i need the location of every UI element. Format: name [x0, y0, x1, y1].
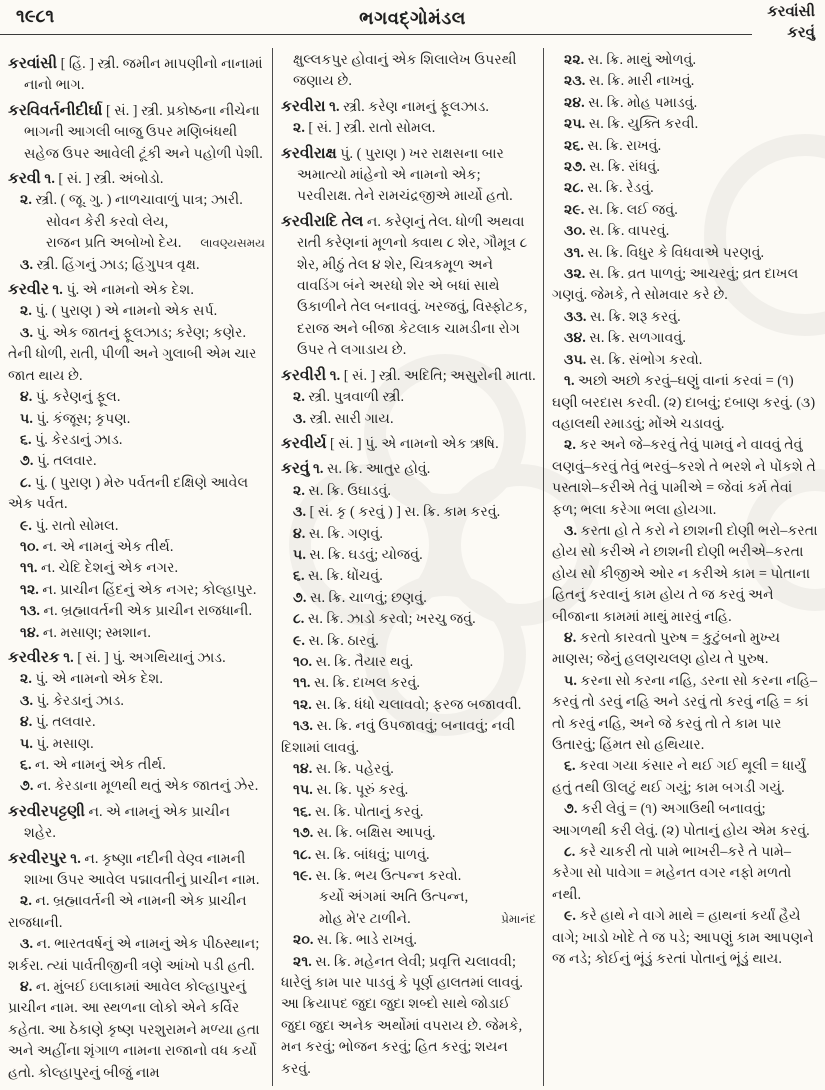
entry-paragraph: કરવું ૧. સ. ક્રિ. આતુર હોવું.: [281, 460, 431, 478]
sense-number: ૨.: [20, 192, 32, 209]
sense-number: ૬.: [20, 431, 32, 448]
page-title: ભગવદ્ગોમંડલ: [359, 8, 466, 28]
sense-number: ૭.: [564, 801, 578, 818]
sense-line: ૧૯. સ. ક્રિ. ભય ઉત્પન્ન કરવો.: [293, 868, 462, 885]
sense-line: ૧૦. ન. એ નામનું એક તીર્થ.: [20, 538, 174, 555]
entry-paragraph: કરવીર્ય [ સં. ] પું. એ નામનો એક ઋષિ.: [281, 434, 499, 452]
sense-number: ૨૬.: [564, 137, 584, 154]
sense-line: ૩. [ સં. કૃ ( કરવું ) ] સ. ક્રિ. કામ કરવું.: [293, 504, 501, 521]
sense-line: ૨. સ્ત્રી. પુત્રવાળી સ્ત્રી.: [293, 389, 405, 406]
sense-number: ૧૮.: [293, 846, 312, 863]
sense-line: ૮. કરે ચાકરી તો પામે ભાખરી–કરે તે પામે–કરેગા સો પાવેગા = મહેનત વગર નફો મળતો નથી.: [552, 844, 792, 903]
sense-line: ૨૩. સ. ક્રિ. મારી નાખવું.: [564, 73, 695, 90]
sense-number: ૧૧.: [20, 560, 38, 577]
sense-line: ૭. પું. તલવાર.: [20, 453, 97, 470]
sense-number: ૨.: [20, 303, 32, 320]
sense-line: ૨૭. સ. ક્રિ. રાંધવું.: [564, 159, 660, 176]
headword: કરવીર્ય: [281, 434, 327, 452]
sense-number: ૧૭.: [293, 825, 314, 842]
sense-number: ૧.: [329, 367, 341, 384]
sense-line: ૨૪. સ. ક્રિ. મોહ પમાડવું.: [564, 94, 698, 111]
sense-line: ૨. ન. બ્રહ્માવર્તની એ નામની એક પ્રાચીન રાજધાની.: [8, 893, 247, 931]
sense-number: ૩૫.: [564, 351, 587, 368]
sense-number: ૩૪.: [564, 330, 586, 347]
sense-number: ૨૫.: [564, 116, 586, 133]
verse-citation-line: [281, 909, 536, 930]
sense-line: ૨૧. સ. ક્રિ. મહેનત લેવી; પ્રવૃત્તિ ચલાવવી; ધારેલું કામ પાર પાડવું કે પૂર્ણ હાલતમાં લાવવું. આ ક્રિયાપદ જુદા જુદા શબ્દો સાથે જોડાઈ જુદા જુદા અનેક અર્થોમાં વપરાય છે. જેમકે, મન કરવું; ભોજન કરવું; હિત કરવું; શયન કરવું.: [281, 953, 523, 1077]
sense-line: ૫. કરના સો કરના નહિ, ડરના સો કરના નહિ–કરવું તો ડરવું નહિ અને ડરવું તો કરવું નહિ = કાં તો કરવું નહિ, અને જે કરવું તો તે કામ પાર ઉતારવું; હિંમત સો હથિયાર.: [552, 672, 818, 753]
continuation-paragraph: ક્ષુલ્લકપુર હોવાનું એક શિલાલેખ ઉપરથી જણાય છે.: [293, 52, 517, 90]
sense-number: ૨.: [20, 893, 32, 910]
sense-number: ૩.: [20, 936, 33, 953]
verse-line: સોવન કેરી કરવો લેય,: [46, 213, 169, 230]
sense-number: ૧.: [63, 649, 74, 666]
header-rule: [0, 34, 752, 35]
headword: કરવી: [8, 170, 41, 188]
sense-line: ૧૩. સ. ક્રિ. નવું ઉપજાવવું; બનાવવું; નવી દિશામાં લાવવું.: [281, 718, 516, 756]
sense-line: ૨૫. સ. ક્રિ. યુક્તિ કરવી.: [564, 116, 699, 133]
column-2: [273, 48, 544, 1086]
sense-number: ૩.: [293, 410, 306, 427]
sense-line: ૩. સ્ત્રી. હિંગનું ઝાડ; હિંગુપત્ર વૃક્ષ.: [20, 256, 200, 273]
sense-line: ૧૮. સ. ક્રિ. બાંધવું; પાળવું.: [293, 846, 430, 863]
sense-number: ૧.: [312, 461, 324, 478]
sense-number: ૩.: [293, 504, 306, 521]
sense-line: ૪. ન. મુંબઈ ઇલાકામાં આવેલ કોલ્હાપુરનું પ્રાચીન નામ. આ સ્થળના લોકો એને કર્વિર કહેતા. આ ઠેકાણે કૃષ્ણ પરશુરામને મળ્યા હતા અને અહીંના શૃંગાળ નામના રાજાનો વધ કર્યો હતો. કોલ્હાપુરનું બીજું નામ: [8, 979, 260, 1081]
sense-line: ૪. કરતો કારવતો પુરુષ = કુટુંબનો મુખ્ય માણસ; જેનું હલણચલણ હોય તે પુરુષ.: [552, 629, 781, 668]
sense-number: ૧.: [70, 850, 81, 867]
sense-line: ૪. સ. ક્રિ. ગણવું.: [293, 525, 383, 542]
headword: કરવીરા: [281, 97, 326, 115]
sense-number: ૧૨.: [20, 581, 39, 598]
column-1: [0, 48, 273, 1086]
sense-line: ૩૦. સ. ક્રિ. વાપરવું.: [564, 223, 670, 240]
headword: કરવીરાક્ષ: [281, 144, 337, 162]
sense-number: ૩.: [20, 692, 33, 709]
sense-number: ૧૪.: [293, 761, 313, 777]
entry-paragraph: કરવી ૧. [ સં. ] સ્ત્રી. અંબોડો.: [8, 170, 164, 188]
sense-number: ૪.: [20, 979, 33, 996]
sense-line: ૩૩. સ. ક્રિ. શરૂ કરવું.: [564, 308, 681, 325]
headword: કરવીરપુર: [8, 849, 67, 867]
sense-number: ૧૦.: [20, 538, 40, 555]
headword: કરવું: [281, 460, 310, 478]
sense-line: ૬. ન. એ નામનું એક તીર્થ.: [20, 757, 166, 773]
verse-citation-line: [8, 233, 265, 254]
sense-number: ૧૫.: [293, 782, 313, 799]
sense-line: ૨. પું. ( પુરાણ ) એ નામનો એક સર્પ.: [20, 303, 218, 320]
sense-line: ૨૬. સ. ક્રિ. રાખવું.: [564, 137, 662, 154]
sense-line: ૭. કરી લેવું = (૧) અગાઉથી બનાવવું; આગળથી કરી લેવું. (૨) પોતાનું હોય એમ કરવું.: [552, 801, 810, 839]
sense-line: ૮. પું. ( પુરાણ ) મેરુ પર્વતની દક્ષિણે આવેલ એક પર્વત.: [8, 474, 249, 513]
sense-number: ૨.: [564, 437, 576, 454]
sense-number: ૮.: [293, 611, 305, 628]
sense-number: ૧૩.: [293, 718, 313, 735]
sense-number: ૮.: [564, 844, 576, 861]
entry-paragraph: કરવીરપુર ૧. ન. કૃષ્ણા નદીની વેણ્વ નામની શાખા ઉપર આવેલ પદ્માવતીનું પ્રાચીન નામ.: [8, 849, 260, 889]
headword: કરવીરક: [8, 648, 60, 666]
entry-paragraph: કરવીરક ૧. [ સં. ] પું. અગથિયાનું ઝાડ.: [8, 648, 226, 666]
sense-line: ૭. સ. ક્રિ. ચાળવું; છણવું.: [293, 589, 427, 606]
sense-number: ૧.: [329, 98, 340, 115]
sense-line: ૬. કરવા ગયા કંસાર ને થઈ ગઈ થૂલી = ધાર્યું હતું તથી ઊલટું થઈ ગયું; કામ બગડી ગયું.: [552, 758, 806, 796]
sense-number: ૪.: [293, 525, 306, 542]
entry-paragraph: કરવીરી ૧. [ સં. ] સ્ત્રી. અદિતિ; અસુરોની માતા.: [281, 366, 536, 384]
sense-line: ૭. ન. કેરડાના મૂળથી થતું એક જાતનું ઝેર.: [20, 778, 259, 795]
sense-line: ૪. પું. તલવાર.: [20, 714, 96, 731]
headword: કરવીરપટ્ટણી: [8, 802, 85, 820]
sense-line: ૧૭. સ. ક્રિ. બક્ષિસ આપવું.: [293, 825, 436, 842]
sense-number: ૧૪.: [20, 624, 40, 641]
sense-line: ૩૪. સ. ક્રિ. સળગાવવું.: [564, 330, 686, 347]
citation-author: પ્રેમાનંદ: [501, 911, 536, 926]
entry-paragraph: કરવીરા ૧. સ્ત્રી. કરેણ નામનું ફૂલઝાડ.: [281, 97, 489, 115]
sense-line: ૩. ન. ભારતવર્ષનું એ નામનું એક પીઠસ્થાન; શર્કરા. ત્યાં પાર્વતીજીની ત્રણે આંખો પડી હતી.: [8, 936, 260, 974]
sense-line: ૨. પું. એ નામનો એક દેશ.: [20, 671, 163, 688]
sense-line: ૯. કરે હાથે ને વાગે માથે = હાથનાં કર્યાં હૈયે વાગે; ખાડો ખોદે તે જ પડે; આપણું કામ આપણને જ નડે; કોઈનું ભૂંડું કરતાં પોતાનું ભૂંડું થાય.: [552, 908, 814, 968]
sense-line: ૨. [ સં. ] સ્ત્રી. રાતો સોમલ.: [293, 120, 436, 137]
sense-number: ૫.: [293, 546, 306, 563]
sense-line: ૨. સ્ત્રી. ( જૂ. ગુ. ) નાળચાવાળું પાત્ર; ઝારી.: [20, 192, 243, 209]
sense-number: ૩૩.: [564, 308, 587, 325]
sense-number: ૧૧.: [293, 675, 311, 692]
sense-number: ૪.: [564, 629, 577, 646]
sense-line: ૧૨. સ. ક્રિ. ધંધો ચલાવવો; ફરજ બજાવવી.: [293, 696, 522, 713]
sense-number: ૭.: [293, 589, 307, 606]
sense-number: ૨૩.: [564, 73, 586, 90]
sense-number: ૨૧.: [293, 953, 312, 970]
guide-word-last: કરવું: [787, 25, 815, 41]
sense-number: ૨.: [20, 671, 32, 688]
headword: કરવીરી: [281, 366, 327, 384]
sense-line: ૨૨. સ. ક્રિ. માથું ઓળવું.: [564, 52, 697, 68]
sense-number: ૯.: [20, 517, 32, 534]
sense-line: ૩. કરતા હો તે કરો ને છાશની દોણી ભરો–કરતા હોય સો કરીએ ને છાશની દોણી ભરીએ–કરતા હોય સો કીજીએ ઓર ન કરીએ કામ = પોતાના હિતનું કરવાનું કામ હોય તે જ કરવું અને બીજાના કામમાં માથું મારવું નહિ.: [552, 522, 818, 625]
headword: કરવાંસી: [8, 55, 58, 72]
sense-line: ૩. પું. કેરડાનું ઝાડ.: [20, 692, 124, 709]
guide-words: [767, 2, 815, 44]
sense-number: ૨૦.: [293, 932, 314, 949]
sense-number: ૧૦.: [293, 653, 313, 670]
sense-number: ૯.: [564, 908, 576, 925]
sense-number: ૨૪.: [564, 94, 585, 111]
sense-number: ૫.: [20, 410, 33, 427]
sense-number: ૨.: [293, 389, 305, 406]
sense-number: ૪.: [20, 389, 33, 406]
sense-line: ૨. સ. ક્રિ. ઉઘાડવું.: [293, 482, 391, 499]
sense-number: ૬.: [564, 758, 576, 775]
sense-number: ૧૨.: [293, 696, 312, 713]
sense-line: ૨. કર અને જે–કરવું તેવું પામવું ને વાવવું તેવું લણવું–કરવું તેવું ભરવું–કરશે તે ભરશે ને પોંકશે તે પસ્તાશે–કરીએ તેવું પામીએ = જેવાં કર્મ તેવાં ફળ; ભલા કરેગા ભલા હોયગા.: [552, 437, 816, 518]
sense-number: ૨૯.: [564, 201, 585, 218]
sense-line: ૯. સ. ક્રિ. ઠારવું.: [293, 632, 379, 649]
page-number: ૧૯૮૧: [16, 6, 55, 26]
sense-line: ૧૧. સ. ક્રિ. દાખલ કરવું.: [293, 675, 420, 692]
sense-number: ૮.: [20, 474, 32, 491]
guide-word-first: કરવાંસી: [767, 4, 815, 20]
sense-line: ૩. સ્ત્રી. સારી ગાય.: [293, 410, 394, 427]
citation-author: લાવણ્યસમય: [200, 236, 265, 251]
sense-number: ૪.: [20, 714, 33, 731]
sense-line: ૧૬. સ. ક્રિ. પોતાનું કરવું.: [293, 803, 424, 820]
entry-paragraph: કરવીરપટ્ટણી ન. એ નામનું એક પ્રાચીન શહેર.: [8, 802, 231, 842]
headword: કરવીર: [8, 281, 49, 299]
sense-line: ૩. પું. એક જાતનું ફૂલઝાડ; કરેણ; કણેર. તેની ધોળી, રાતી, પીળી અને ગુલાબી એમ ચાર જાત થાય છે.: [8, 324, 257, 384]
sense-line: ૧૪. ન. મસાણ; સ્મશાન.: [20, 624, 151, 641]
sense-number: ૨.: [293, 120, 305, 137]
sense-number: ૭.: [20, 453, 34, 470]
sense-number: ૬.: [20, 757, 32, 773]
sense-line: ૨૯. સ. ક્રિ. લઈ જવું.: [564, 201, 678, 218]
sense-line: ૩૨. સ. ક્રિ. વ્રત પાળવું; આચરવું; વ્રત દાખલ ગણવું. જેમકે, તે સોમવાર કરે છે.: [552, 266, 799, 304]
sense-number: ૩૧.: [564, 244, 584, 261]
sense-number: ૩.: [564, 522, 577, 539]
sense-number: ૭.: [20, 778, 34, 795]
sense-number: ૩.: [20, 256, 33, 273]
sense-number: ૧.: [52, 282, 63, 299]
sense-number: ૨૮.: [564, 180, 584, 197]
sense-line: ૫. પું. કંજૂસ; કૃપણ.: [20, 410, 131, 427]
page-header: [0, 0, 825, 50]
sense-line: ૨૮. સ. ક્રિ. રેડવું.: [564, 180, 654, 197]
sense-number: ૯.: [293, 632, 305, 649]
sense-line: ૧૧. ન. ચેદિ દેશનું એક નગર.: [20, 560, 179, 577]
sense-line: ૩૫. સ. ક્રિ. સંભોગ કરવો.: [564, 351, 703, 368]
sense-number: ૧૩.: [20, 603, 40, 620]
sense-line: ૧૩. ન. બ્રહ્માવર્તની એક પ્રાચીન રાજધાની.: [20, 603, 252, 620]
sense-line: ૫. સ. ક્રિ. ઘડવું; યોજવું.: [293, 546, 423, 563]
sense-line: ૮. સ. ક્રિ. ઝાડો કરવો; ખરચુ જવું.: [293, 611, 476, 628]
verse-text: રાજન પ્રતિ અબોખો દેય.: [46, 235, 182, 252]
column-3: [544, 48, 825, 1086]
sense-line: ૧૫. સ. ક્રિ. પૂરું કરવું.: [293, 782, 409, 799]
sense-line: ૨૦. સ. ક્રિ. ભાડે રાખવું.: [293, 932, 417, 949]
sense-number: ૫.: [564, 672, 577, 689]
sense-number: ૧.: [564, 373, 575, 390]
entry-paragraph: કરવીરાદિ તેલ ન. કરેણનું તેલ. ધોળી અથવા રાતી કરેણનાં મૂળનો ક્વાથ ૮ શેર, ગૌમૂત્ર ૮ શેર, મીઠું તેલ ૪ શેર, ચિત્રકમૂળ અને વાવડિંગ બંને અરધો શેર એ બધાં સાથે ઉકાળીને તેલ બનાવવું. ખરજવું, વિસ્ફોટક, દરાજ અને બીજા કેટલાક ચામડીના રોગ ઉપર તે લગાડાય છે.: [281, 212, 528, 359]
sense-line: ૪. પું. કરેણનું ફૂલ.: [20, 389, 121, 406]
sense-line: ૯. પું. રાતો સોમલ.: [20, 517, 119, 534]
sense-line: ૫. પું. મસાણ.: [20, 735, 94, 752]
sense-number: ૩.: [20, 324, 33, 341]
entry-paragraph: કરવીર ૧. પું. એ નામનો એક દેશ.: [8, 281, 194, 299]
sense-line: ૧૨. ન. પ્રાચીન હિંદનું એક નગર; કોલ્હાપુર.: [20, 581, 257, 598]
sense-number: ૧.: [44, 171, 55, 188]
entry-paragraph: કરવિવર્તનીદીર્ઘા [ સં. ] સ્ત્રી. પ્રકોષ્ઠના નીચેના ભાગની આગલી બાજુ ઉપર મણિબંધથી સહેજ ઉપર આવેલી ટૂંકી અને પહોળી પેશી.: [8, 101, 263, 162]
sense-number: ૬.: [293, 568, 305, 585]
sense-line: ૬. સ. ક્રિ. ધોંચવું.: [293, 568, 383, 585]
sense-line: ૧૦. સ. ક્રિ. તૈયાર થવું.: [293, 653, 414, 670]
verse-line: કર્યો અંગમાં અતિ ઉત્પન્ન,: [319, 889, 469, 906]
sense-number: ૧૬.: [293, 803, 312, 820]
headword: કરવીરાદિ તેલ: [281, 212, 364, 230]
entry-paragraph: કરવાંસી [ હિં. ] સ્ત્રી. જમીન માપણીનો નાનામાં નાનો ભાગ.: [8, 55, 263, 94]
sense-line: ૧૪. સ. ક્રિ. પહેરવું.: [293, 761, 394, 777]
sense-number: ૩૦.: [564, 223, 586, 240]
verse-text: મોહ મે'ર ટાળીને.: [319, 910, 411, 927]
headword: કરવિવર્તનીદીર્ઘા: [8, 101, 103, 119]
sense-number: ૫.: [20, 735, 33, 752]
sense-number: ૨૨.: [564, 52, 585, 68]
sense-number: ૩૨.: [564, 266, 586, 283]
sense-number: ૨૭.: [564, 159, 586, 176]
sense-line: ૩૧. સ. ક્રિ. વિધુર કે વિધવાએ પરણવું.: [564, 244, 765, 261]
sense-line: ૧. અછો અછો કરવું–ઘણું વાનાં કરવાં = (૧) ઘણી બરદાસ કરવી. (૨) દાબવું; દબાણ કરવું. (૩) વહાલથી રમાડવું; મોંએ ચડાવવું.: [552, 373, 816, 432]
sense-number: ૨.: [293, 482, 305, 499]
text-columns: [0, 48, 825, 1086]
entry-paragraph: કરવીરાક્ષ પું. ( પુરાણ ) ખર રાક્ષસના બાર અમાત્યો માંહેનો એ નામનો એક; પરવીરાક્ષ. તેને રામચંદ્રજીએ માર્યો હતો.: [281, 144, 513, 205]
sense-line: ૬. પું. કેરડાનું ઝાડ.: [20, 431, 123, 448]
sense-number: ૧૯.: [293, 868, 312, 885]
